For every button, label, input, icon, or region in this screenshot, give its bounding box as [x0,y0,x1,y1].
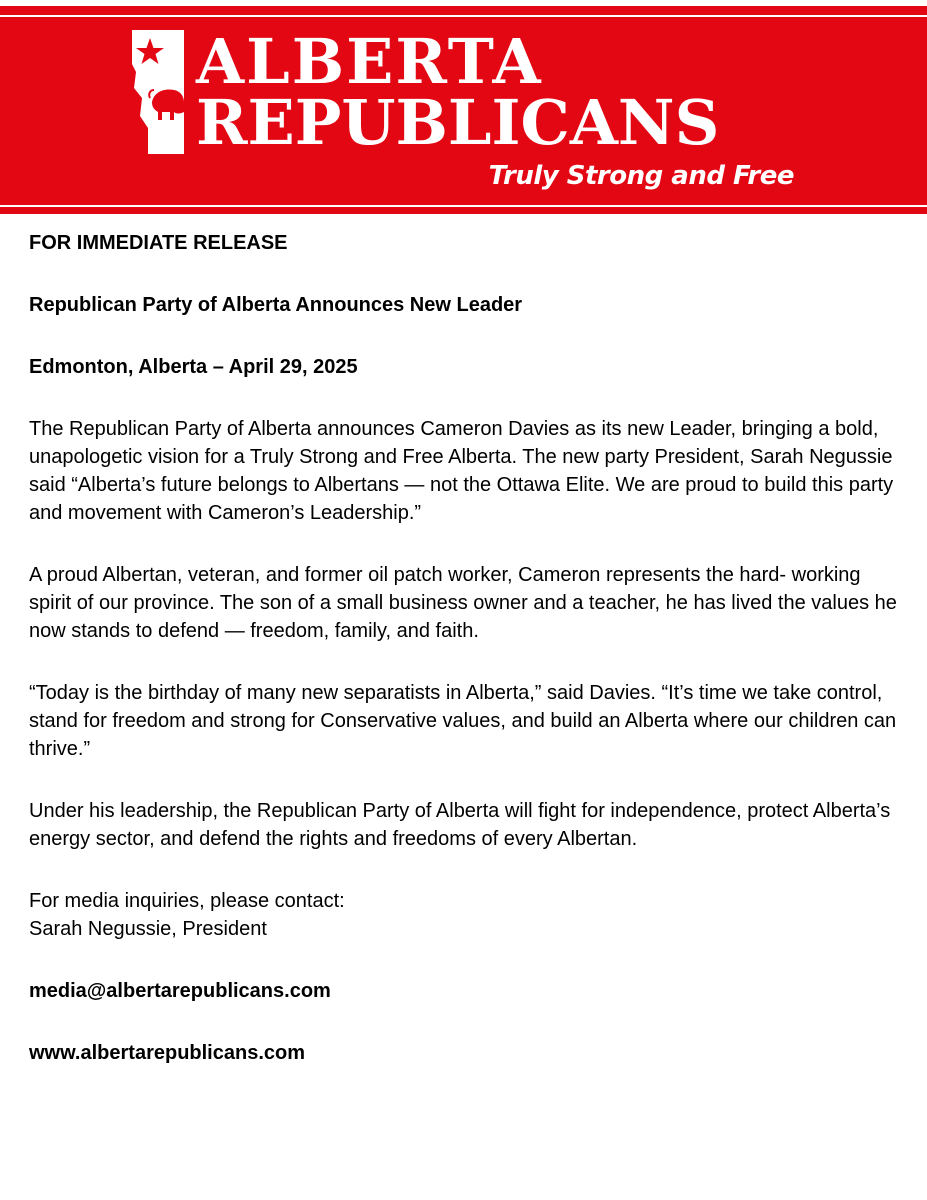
press-release-body [29,229,899,1101]
release-label: FOR IMMEDIATE RELEASE [29,232,288,254]
contact-email[interactable]: media@albertarepublicans.com [29,980,331,1002]
paragraph: Under his leadership, the Republican Party of Alberta will fight for independence, protect Alberta’s energy sector, and defend the rights and freedoms of every Albertan. [29,800,891,850]
alberta-map-star-bison-icon [128,28,196,156]
tagline: Truly Strong and Free [488,161,794,191]
header-banner [0,6,927,214]
headline: Republican Party of Alberta Announces New Leader [29,294,523,316]
paragraph: The Republican Party of Alberta announces Cameron Davies as its new Leader, bringing a bold, unapologetic vision for a Truly Strong and Free Alberta. The new party President, Sarah Negussie said “Alberta’s future belongs to Albertans — not the Ottawa Elite. We are proud to build this party and movement with Cameron’s Leadership.” [29,418,894,524]
logo-wordmark-line2: REPUBLICANS [196,86,720,159]
banner-bottom-rule [0,205,927,207]
contact-name: Sarah Negussie, President [29,918,267,940]
banner-top-rule [0,15,927,17]
dateline: Edmonton, Alberta – April 29, 2025 [29,356,358,378]
paragraph: “Today is the birthday of many new separatists in Alberta,” said Davies. “It’s time we take control, stand for freedom and strong for Conservative values, and build an Alberta where our children can thrive.” [29,682,897,760]
website-link[interactable]: www.albertarepublicans.com [29,1042,306,1064]
contact-block [29,887,899,943]
logo-wordmark-line1: ALBERTA [196,25,543,98]
paragraph: A proud Albertan, veteran, and former oil patch worker, Cameron represents the hard- working spirit of our province. The son of a small business owner and a teacher, he has lived the values he now stands to defend — freedom, family, and faith. [29,564,897,642]
contact-intro: For media inquiries, please contact: [29,890,345,912]
